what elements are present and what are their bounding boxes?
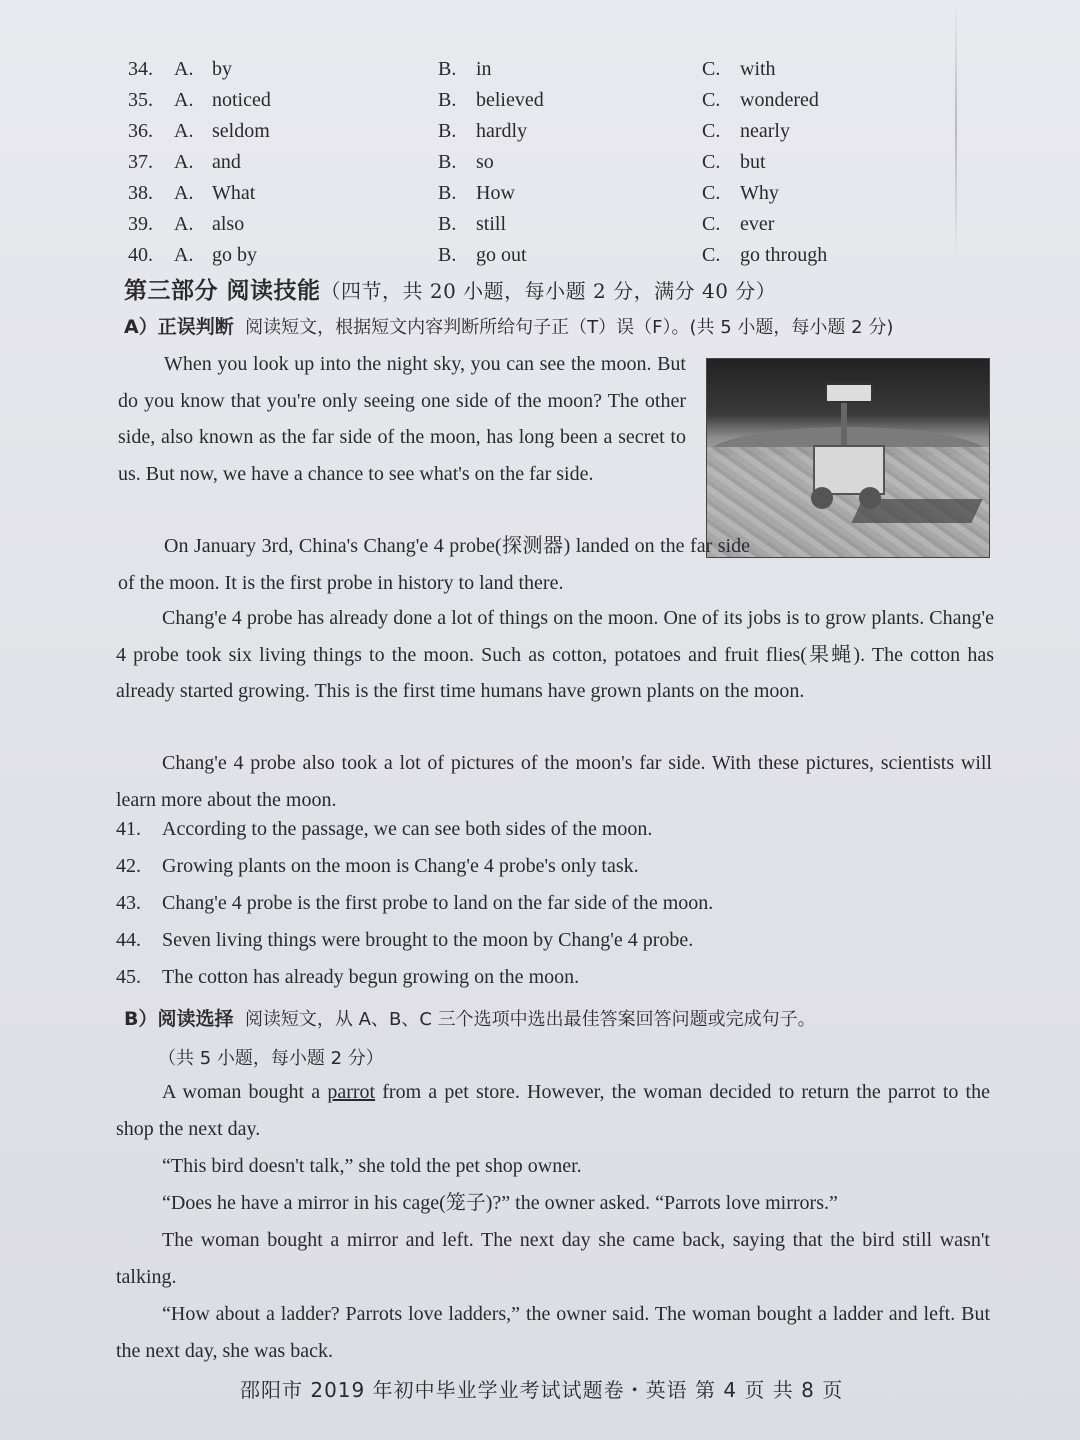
- part-three-title: [124, 272, 776, 305]
- section-a-instruction: 阅读短文，根据短文内容判断所给句子正（T）误（F）。(共 5 小题，每小题 2 分): [245, 317, 894, 338]
- option-letter: A.: [174, 213, 194, 235]
- option-text: in: [476, 58, 492, 80]
- option-letter: C.: [702, 182, 721, 204]
- paper-crease: [955, 0, 957, 260]
- section-b-note: （共 5 小题，每小题 2 分）: [158, 1048, 384, 1069]
- option-text: seldom: [212, 120, 270, 142]
- option-b: [438, 120, 527, 143]
- option-text: believed: [476, 89, 544, 111]
- option-text: go by: [212, 244, 257, 266]
- passage-b: [116, 1074, 990, 1370]
- section-b-label: B）阅读选择: [124, 1008, 234, 1030]
- option-a: [174, 89, 271, 112]
- section-a-label: A）正误判断: [124, 316, 234, 338]
- question-text: The cotton has already begun growing on the moon.: [162, 966, 580, 988]
- question-number: 40.: [128, 244, 153, 266]
- section-a-header: [124, 312, 893, 339]
- underlined-word: parrot: [327, 1081, 376, 1103]
- section-b-header: [124, 1004, 816, 1031]
- option-row-40: [128, 244, 928, 275]
- question-number: 36.: [128, 120, 153, 142]
- option-letter: B.: [438, 182, 457, 204]
- option-letter: B.: [438, 58, 457, 80]
- option-letter: A.: [174, 120, 194, 142]
- paragraph-text: When you look up into the night sky, you can see the moon. But do you know that you're only seeing one side of the moon? The other side, also known as the far side of the moon, has long been a secret to us. But now, we have a chance to see what's on the far side.: [118, 353, 686, 485]
- option-c: [702, 151, 766, 174]
- option-a: [174, 182, 255, 205]
- option-b: [438, 151, 494, 174]
- passage-b-paragraph-4: The woman bought a mirror and left. The next day she came back, saying that the bird still wasn't talking.: [116, 1229, 990, 1288]
- paragraph-text: Chang'e 4 probe also took a lot of pictures of the moon's far side. With these pictures, scientists will learn more about the moon.: [116, 752, 992, 811]
- question-number: 41.: [116, 818, 141, 840]
- option-text: so: [476, 151, 494, 173]
- passage-a-paragraph-2: [118, 528, 750, 601]
- option-a: [174, 213, 244, 236]
- question-number: 43.: [116, 892, 141, 914]
- passage-b-paragraph-3: “Does he have a mirror in his cage(笼子)?” the owner asked. “Parrots love mirrors.”: [162, 1192, 838, 1214]
- option-letter: A.: [174, 58, 194, 80]
- question-number: 44.: [116, 929, 141, 951]
- option-text: by: [212, 58, 232, 80]
- question-number: 38.: [128, 182, 153, 204]
- option-c: [702, 120, 790, 143]
- option-text: but: [740, 151, 766, 173]
- question-text: Growing plants on the moon is Chang'e 4 probe's only task.: [162, 855, 639, 877]
- section-b-instruction: 阅读短文，从 A、B、C 三个选项中选出最佳答案回答问题或完成句子。: [244, 1009, 816, 1030]
- passage-a-paragraph-1: [118, 346, 686, 492]
- option-text: with: [740, 58, 776, 80]
- passage-b-paragraph-1: [116, 1074, 990, 1148]
- option-text: ever: [740, 213, 775, 235]
- option-c: [702, 213, 774, 236]
- option-text: wondered: [740, 89, 819, 111]
- question-number: 42.: [116, 855, 141, 877]
- option-letter: A.: [174, 89, 194, 111]
- option-text: nearly: [740, 120, 790, 142]
- option-letter: B.: [438, 120, 457, 142]
- rover-mast: [841, 399, 847, 447]
- option-a: [174, 58, 232, 81]
- option-letter: A.: [174, 151, 194, 173]
- option-text: also: [212, 213, 245, 235]
- question-item: [116, 855, 996, 892]
- option-letter: B.: [438, 213, 457, 235]
- option-a: [174, 151, 241, 174]
- option-text: still: [476, 213, 507, 235]
- option-letter: C.: [702, 151, 721, 173]
- option-text: hardly: [476, 120, 528, 142]
- option-letter: A.: [174, 182, 194, 204]
- option-c: [702, 89, 819, 112]
- option-row-38: [128, 182, 928, 213]
- option-c: [702, 58, 776, 81]
- passage-a-paragraph-3: [116, 600, 994, 710]
- option-a: [174, 244, 257, 267]
- option-letter: A.: [174, 244, 194, 266]
- question-text: Seven living things were brought to the moon by Chang'e 4 probe.: [162, 929, 694, 951]
- rover-wheel: [859, 487, 881, 509]
- paragraph-text: from a pet store. However, the woman decided to return the parrot to the shop the next day.: [116, 1081, 990, 1140]
- option-letter: B.: [438, 151, 457, 173]
- option-text: Why: [740, 182, 779, 204]
- passage-b-paragraph-2: “This bird doesn't talk,” she told the pet shop owner.: [162, 1155, 582, 1177]
- question-number: 45.: [116, 966, 141, 988]
- paragraph-text: A woman bought a: [162, 1081, 328, 1103]
- option-letter: C.: [702, 244, 721, 266]
- option-b: [438, 182, 515, 205]
- option-text: How: [476, 182, 515, 204]
- option-text: go out: [476, 244, 527, 266]
- option-b: [438, 244, 527, 267]
- option-row-34: [128, 58, 928, 89]
- question-text: According to the passage, we can see both sides of the moon.: [162, 818, 653, 840]
- question-number: 39.: [128, 213, 153, 235]
- option-row-35: [128, 89, 928, 120]
- rover-wheel: [811, 487, 833, 509]
- option-letter: C.: [702, 58, 721, 80]
- option-row-37: [128, 151, 928, 182]
- passage-b-paragraph-5: “How about a ladder? Parrots love ladders,” the owner said. The woman bought a ladder and left. But the next day, she was back.: [116, 1303, 990, 1362]
- question-text: Chang'e 4 probe is the first probe to land on the far side of the moon.: [162, 892, 714, 914]
- question-item: [116, 966, 996, 1003]
- rover-camera: [825, 383, 873, 403]
- option-b: [438, 213, 506, 236]
- part-three-subtitle: （四节，共 20 小题，每小题 2 分，满分 40 分）: [320, 279, 777, 303]
- true-false-questions: [116, 818, 996, 1003]
- answer-options: [128, 58, 928, 275]
- question-number: 34.: [128, 58, 153, 80]
- option-text: What: [212, 182, 256, 204]
- option-text: go through: [740, 244, 828, 266]
- option-b: [438, 89, 544, 112]
- option-row-36: [128, 120, 928, 151]
- part-three-heading: 第三部分 阅读技能: [124, 278, 321, 304]
- option-c: [702, 244, 827, 267]
- page-footer: 邵阳市 2019 年初中毕业学业考试试题卷・英语 第 4 页 共 8 页: [240, 1378, 844, 1402]
- question-number: 35.: [128, 89, 153, 111]
- question-item: [116, 818, 996, 855]
- option-letter: B.: [438, 89, 457, 111]
- passage-a-paragraph-4: [116, 745, 992, 818]
- question-item: [116, 892, 996, 929]
- option-text: and: [212, 151, 241, 173]
- option-row-39: [128, 213, 928, 244]
- option-a: [174, 120, 270, 143]
- question-item: [116, 929, 996, 966]
- option-letter: C.: [702, 120, 721, 142]
- option-b: [438, 58, 492, 81]
- option-c: [702, 182, 779, 205]
- option-letter: B.: [438, 244, 457, 266]
- option-text: noticed: [212, 89, 271, 111]
- option-letter: C.: [702, 89, 721, 111]
- paragraph-text: On January 3rd, China's Chang'e 4 probe(探测器) landed on the far side of the moon. It is the first probe in history to land there.: [118, 535, 750, 594]
- paragraph-text: Chang'e 4 probe has already done a lot of things on the moon. One of its jobs is to grow plants. Chang'e 4 probe took six living things to the moon. Such as cotton, potatoes and fruit flies(果蝇). The cotton has already started growing. This is the first time humans have grown plants on the moon.: [116, 607, 994, 702]
- option-letter: C.: [702, 213, 721, 235]
- question-number: 37.: [128, 151, 153, 173]
